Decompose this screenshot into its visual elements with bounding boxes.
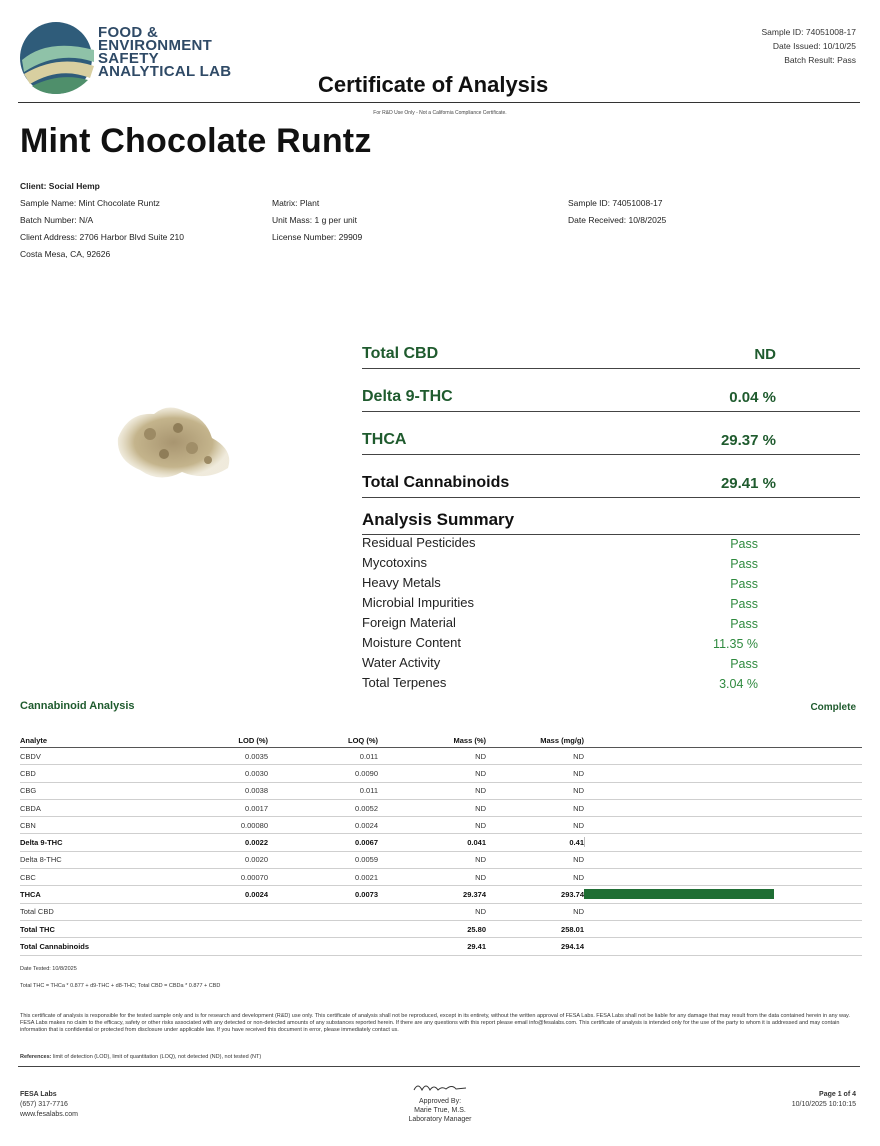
cell-bar (584, 938, 862, 955)
date-tested: Date Tested: 10/8/2025 (20, 966, 77, 972)
analysis-summary-label: Total Terpenes (362, 675, 447, 690)
table-row (20, 920, 862, 937)
cell-bar (584, 748, 862, 765)
sample-photo (110, 398, 240, 488)
signature-image (410, 1080, 470, 1094)
footer-divider (18, 1066, 860, 1067)
cell-lod: 0.0017 (150, 799, 268, 816)
cell-mass-mgg: 294.14 (486, 938, 584, 955)
col-bar (584, 734, 862, 748)
product-name: Mint Chocolate Runtz (20, 122, 372, 160)
analysis-status: Complete (810, 702, 856, 713)
cell-bar (584, 782, 862, 799)
cell-analyte: Total Cannabinoids (20, 938, 150, 955)
rd-disclaimer: For R&D Use Only - Not a California Compliance Certificate. (373, 110, 507, 116)
col-lod: LOD (%) (150, 734, 268, 748)
cell-lod (150, 938, 268, 955)
summary-row-total-cbd (362, 326, 860, 369)
table-row (20, 886, 862, 903)
cell-analyte: Delta 8-THC (20, 851, 150, 868)
lab-name-line: ANALYTICAL LAB (98, 63, 232, 80)
matrix-info (272, 195, 362, 246)
cell-loq: 0.0067 (268, 834, 378, 851)
cell-mass-pct: 25.80 (378, 920, 486, 937)
cell-mass-pct: 29.41 (378, 938, 486, 955)
cell-loq: 0.0090 (268, 765, 378, 782)
table-row (20, 765, 862, 782)
table-row (20, 903, 862, 920)
cell-loq: 0.0052 (268, 799, 378, 816)
cell-mass-mgg: ND (486, 817, 584, 834)
analysis-summary-label: Microbial Impurities (362, 595, 474, 610)
analysis-summary-label: Foreign Material (362, 615, 456, 630)
lab-name (98, 26, 231, 78)
cell-lod: 0.0030 (150, 765, 268, 782)
cell-mass-mgg: ND (486, 765, 584, 782)
cell-lod: 0.0020 (150, 851, 268, 868)
cell-analyte: CBD (20, 765, 150, 782)
col-loq: LOQ (%) (268, 734, 378, 748)
cell-mass-mgg: 258.01 (486, 920, 584, 937)
cell-mass-mgg: ND (486, 869, 584, 886)
client-address-city: Costa Mesa, CA, 92626 (20, 249, 111, 259)
summary-label: Total Cannabinoids (362, 474, 510, 491)
cell-loq: 0.011 (268, 782, 378, 799)
table-header-row (20, 734, 862, 748)
cell-mass-pct: ND (378, 748, 486, 765)
sample-info (568, 195, 666, 229)
header-batch-result: Batch Result: Pass (784, 55, 856, 65)
lab-logo-icon (18, 20, 98, 98)
references-text: limit of detection (LOD), limit of quantitation (LOQ), not detected (ND), not tested (NT) (53, 1054, 262, 1060)
table-row (20, 817, 862, 834)
header-sample-id: Sample ID: 74051008-17 (761, 27, 856, 37)
cell-lod (150, 903, 268, 920)
header-divider (18, 102, 860, 103)
cell-bar (584, 851, 862, 868)
cell-lod: 0.0035 (150, 748, 268, 765)
cell-analyte: CBDA (20, 799, 150, 816)
references-label: References: (20, 1054, 52, 1060)
cell-mass-mgg: ND (486, 799, 584, 816)
summary-row-delta9 (362, 369, 860, 412)
matrix: Matrix: Plant (272, 198, 320, 208)
analysis-summary-row (362, 635, 860, 655)
summary-value: 0.04 % (729, 389, 776, 406)
table-row (20, 851, 862, 868)
cell-loq: 0.0059 (268, 851, 378, 868)
unit-mass: Unit Mass: 1 g per unit (272, 215, 358, 225)
header-date-issued: Date Issued: 10/10/25 (772, 41, 856, 51)
analysis-summary-label: Heavy Metals (362, 575, 441, 590)
summary-row-thca (362, 412, 860, 455)
approved-by-label: Approved By: (418, 1098, 462, 1105)
client-name: Client: Social Hemp (20, 181, 100, 191)
cell-analyte: Total THC (20, 920, 150, 937)
cell-mass-pct: 29.374 (378, 886, 486, 903)
cannabis-bud-image (110, 398, 240, 488)
analysis-summary-list (362, 535, 860, 695)
table-row (20, 938, 862, 955)
lab-name-line: SAFETY (98, 50, 159, 67)
analysis-summary-value: Pass (730, 617, 758, 631)
footer-page-info (792, 1090, 856, 1110)
table-row (20, 869, 862, 886)
references (20, 1054, 261, 1060)
lab-name-line: FOOD & (98, 24, 159, 41)
cell-lod (150, 920, 268, 937)
cell-bar (584, 886, 862, 903)
mass-bar (584, 889, 774, 899)
cell-mass-mgg: 293.74 (486, 886, 584, 903)
legal-disclaimer: This certificate of analysis is responsible for the tested sample only and is for research and development (R&D) use only. This certificate of analysis shall not be reproduced, except in its entirety, without the written approval of FESA Labs. FESA Labs shall not be liable for any damage that may result from the data contained herein in any way. FESA Labs makes no claim to the efficacy, safety or other risks associated with any detected or non-detected amounts of any substances reported herein. If there are any questions with this report please email info@fesalabs.com. This certificate of analysis is intended only for the use of the party to whom it is addressed and may contain information that is confidential or protected from disclosure under applicable law. If you have received this document in error, please immediately contact us. (20, 1013, 850, 1033)
analysis-summary-row (362, 595, 860, 615)
header-meta (761, 25, 856, 67)
cell-mass-pct: ND (378, 851, 486, 868)
col-mass-pct: Mass (%) (378, 734, 486, 748)
analysis-summary-value: Pass (730, 657, 758, 671)
summary-value: 29.41 % (720, 475, 776, 492)
cell-bar (584, 869, 862, 886)
analysis-summary-row (362, 575, 860, 595)
cell-mass-mgg: ND (486, 748, 584, 765)
document-title: Certificate of Analysis (318, 72, 549, 97)
cell-loq (268, 903, 378, 920)
summary-row-total-cannabinoids (362, 455, 860, 498)
footer-timestamp: 10/10/2025 10:10:15 (791, 1101, 856, 1108)
analysis-summary-value: Pass (730, 537, 758, 551)
cell-mass-pct: ND (378, 869, 486, 886)
analysis-summary-value: Pass (730, 597, 758, 611)
col-analyte: Analyte (20, 734, 150, 748)
date-received: Date Received: 10/8/2025 (568, 215, 667, 225)
analysis-summary-label: Moisture Content (362, 635, 461, 650)
results-summary (362, 326, 860, 695)
lab-name-line: ENVIRONMENT (98, 37, 213, 54)
cell-mass-pct: 0.041 (378, 834, 486, 851)
sample-id: Sample ID: 74051008-17 (568, 198, 663, 208)
cell-mass-pct: ND (378, 903, 486, 920)
cell-mass-pct: ND (378, 799, 486, 816)
analysis-summary-label: Mycotoxins (362, 555, 428, 570)
cell-bar (584, 799, 862, 816)
client-info (20, 178, 184, 263)
cell-mass-mgg: ND (486, 851, 584, 868)
batch-number: Batch Number: N/A (20, 215, 94, 225)
cell-bar (584, 817, 862, 834)
cannabinoid-table (20, 734, 862, 956)
cell-loq (268, 920, 378, 937)
cell-bar (584, 920, 862, 937)
client-address: Client Address: 2706 Harbor Blvd Suite 210 (20, 232, 184, 242)
page-number: Page 1 of 4 (819, 1091, 856, 1098)
col-mass-mgg: Mass (mg/g) (486, 734, 584, 748)
analysis-summary-row (362, 655, 860, 675)
cell-bar (584, 765, 862, 782)
analysis-summary-label: Residual Pesticides (362, 535, 476, 550)
cell-lod: 0.00070 (150, 869, 268, 886)
approver-name: Marie True, M.S. (414, 1107, 466, 1114)
cell-lod: 0.0024 (150, 886, 268, 903)
analysis-summary-value: Pass (730, 577, 758, 591)
cell-loq: 0.0024 (268, 817, 378, 834)
analysis-summary-value: Pass (730, 557, 758, 571)
footer-company (20, 1090, 78, 1120)
cell-loq: 0.0021 (268, 869, 378, 886)
cell-bar (584, 903, 862, 920)
cell-mass-pct: ND (378, 817, 486, 834)
summary-value: ND (754, 346, 776, 363)
lab-logo (18, 20, 248, 100)
analysis-summary-row (362, 615, 860, 635)
cell-analyte: CBDV (20, 748, 150, 765)
sample-name: Sample Name: Mint Chocolate Runtz (20, 198, 160, 208)
cell-mass-mgg: ND (486, 782, 584, 799)
table-row (20, 748, 862, 765)
cell-loq (268, 938, 378, 955)
total-formula: Total THC = THCa * 0.877 + d9-THC + d8-THC; Total CBD = CBDa * 0.877 + CBD (20, 983, 221, 989)
analysis-summary-value: 11.35 % (713, 637, 758, 651)
cell-analyte: THCA (20, 886, 150, 903)
table-row (20, 799, 862, 816)
summary-label: Delta 9-THC (362, 388, 453, 405)
cell-analyte: CBN (20, 817, 150, 834)
analysis-summary-row (362, 555, 860, 575)
cell-analyte: Delta 9-THC (20, 834, 150, 851)
footer-company-name: FESA Labs (20, 1091, 57, 1098)
cell-bar (584, 834, 862, 851)
cell-analyte: Total CBD (20, 903, 150, 920)
footer-website: www.fesalabs.com (20, 1111, 78, 1118)
footer-approval (390, 1080, 490, 1124)
analysis-summary-label: Water Activity (362, 655, 441, 670)
analysis-summary-row (362, 535, 860, 555)
license-number: License Number: 29909 (272, 232, 363, 242)
cell-analyte: CBG (20, 782, 150, 799)
summary-label: THCA (362, 431, 407, 448)
summary-value: 29.37 % (720, 432, 776, 449)
analysis-summary-row (362, 675, 860, 695)
cell-analyte: CBC (20, 869, 150, 886)
cell-loq: 0.011 (268, 748, 378, 765)
footer-phone: (657) 317-7716 (20, 1101, 68, 1108)
cell-mass-pct: ND (378, 782, 486, 799)
cell-mass-mgg: 0.41 (486, 834, 584, 851)
cannabinoid-analysis-title: Cannabinoid Analysis (20, 700, 135, 712)
mass-bar (584, 837, 585, 847)
cell-mass-pct: ND (378, 765, 486, 782)
cell-lod: 0.00080 (150, 817, 268, 834)
summary-label: Total CBD (362, 345, 439, 362)
cell-mass-mgg: ND (486, 903, 584, 920)
cell-loq: 0.0073 (268, 886, 378, 903)
analysis-summary-heading: Analysis Summary (362, 498, 860, 535)
table-row (20, 782, 862, 799)
approver-title: Laboratory Manager (408, 1116, 472, 1123)
table-row (20, 834, 862, 851)
analysis-summary-value: 3.04 % (719, 677, 758, 691)
cell-lod: 0.0022 (150, 834, 268, 851)
cell-lod: 0.0038 (150, 782, 268, 799)
